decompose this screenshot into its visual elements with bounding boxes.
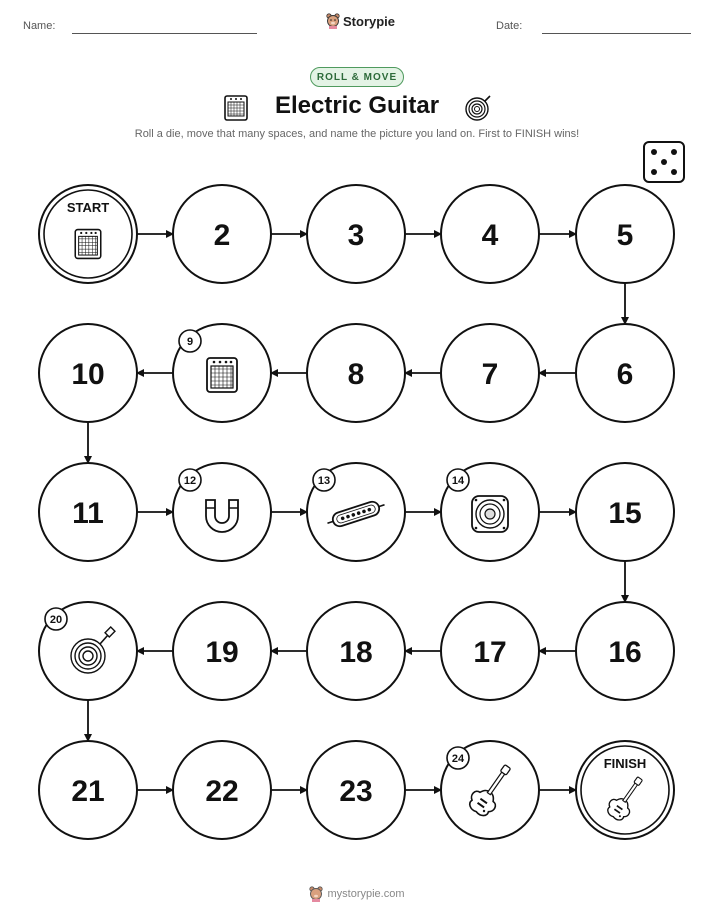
space-number: 21: [71, 775, 105, 808]
board-space[interactable]: [39, 602, 137, 700]
board-spaces: [39, 185, 674, 839]
space-number: 22: [205, 775, 239, 808]
space-number: 8: [347, 358, 365, 391]
roll-move-badge: ROLL & MOVE: [310, 67, 404, 87]
brand-name: Storypie: [343, 13, 396, 29]
space-number: 7: [481, 358, 499, 391]
board-space[interactable]: [576, 463, 674, 561]
title-amp-icon: [225, 96, 247, 120]
speaker-icon: [472, 496, 508, 532]
name-label: Name:: [23, 20, 56, 32]
board-space[interactable]: [576, 185, 674, 283]
board-space[interactable]: [173, 185, 271, 283]
board-space[interactable]: [39, 741, 137, 839]
space-number: 3: [347, 219, 365, 252]
board-space[interactable]: [441, 602, 539, 700]
space-number: 16: [608, 636, 642, 669]
space-number: 2: [213, 219, 231, 252]
instructions-text: Roll a die, move that many spaces, and name the picture you land on. First to FINISH wins!: [134, 128, 580, 140]
amp-icon: [207, 358, 237, 392]
start-space[interactable]: [39, 185, 137, 283]
title-text: Electric Guitar: [274, 92, 440, 119]
board-space[interactable]: [441, 741, 539, 839]
footer: [0, 886, 714, 902]
date-label: Date:: [496, 20, 523, 32]
finish-space[interactable]: [576, 741, 674, 839]
footer-url[interactable]: mystorypie.com: [327, 888, 405, 900]
space-number: 10: [71, 358, 105, 391]
board-space[interactable]: [307, 741, 405, 839]
board-space[interactable]: [576, 602, 674, 700]
space-number: 17: [473, 636, 507, 669]
space-number: 23: [339, 775, 373, 808]
space-number: 9: [186, 336, 194, 348]
space-number: 18: [339, 636, 373, 669]
footer-bear-icon: [309, 886, 323, 902]
space-number: 11: [72, 497, 104, 530]
board-space[interactable]: [307, 185, 405, 283]
space-number: 19: [205, 636, 239, 669]
space-number: 6: [616, 358, 634, 391]
board-space[interactable]: [307, 602, 405, 700]
space-number: 13: [317, 475, 331, 487]
board-space[interactable]: [39, 463, 137, 561]
space-number: 4: [481, 219, 499, 252]
board-space[interactable]: [576, 324, 674, 422]
finish-label: FINISH: [603, 756, 647, 771]
amp-icon: [75, 230, 101, 259]
board-space[interactable]: [173, 741, 271, 839]
board-space[interactable]: [441, 185, 539, 283]
space-number: 20: [49, 614, 63, 626]
board-space[interactable]: [441, 324, 539, 422]
board-space[interactable]: [173, 602, 271, 700]
space-number: 15: [608, 497, 642, 530]
space-number: 12: [183, 475, 197, 487]
board-space[interactable]: [173, 324, 271, 422]
start-label: START: [66, 200, 110, 215]
board-space[interactable]: [441, 463, 539, 561]
board-space[interactable]: [307, 463, 405, 561]
die-icon: [644, 142, 684, 182]
space-number: 5: [616, 219, 634, 252]
board-space[interactable]: [39, 324, 137, 422]
board-space[interactable]: [307, 324, 405, 422]
title-cable-icon: [466, 96, 490, 120]
board-space[interactable]: [173, 463, 271, 561]
space-number: 24: [451, 753, 465, 765]
space-number: 14: [451, 475, 465, 487]
